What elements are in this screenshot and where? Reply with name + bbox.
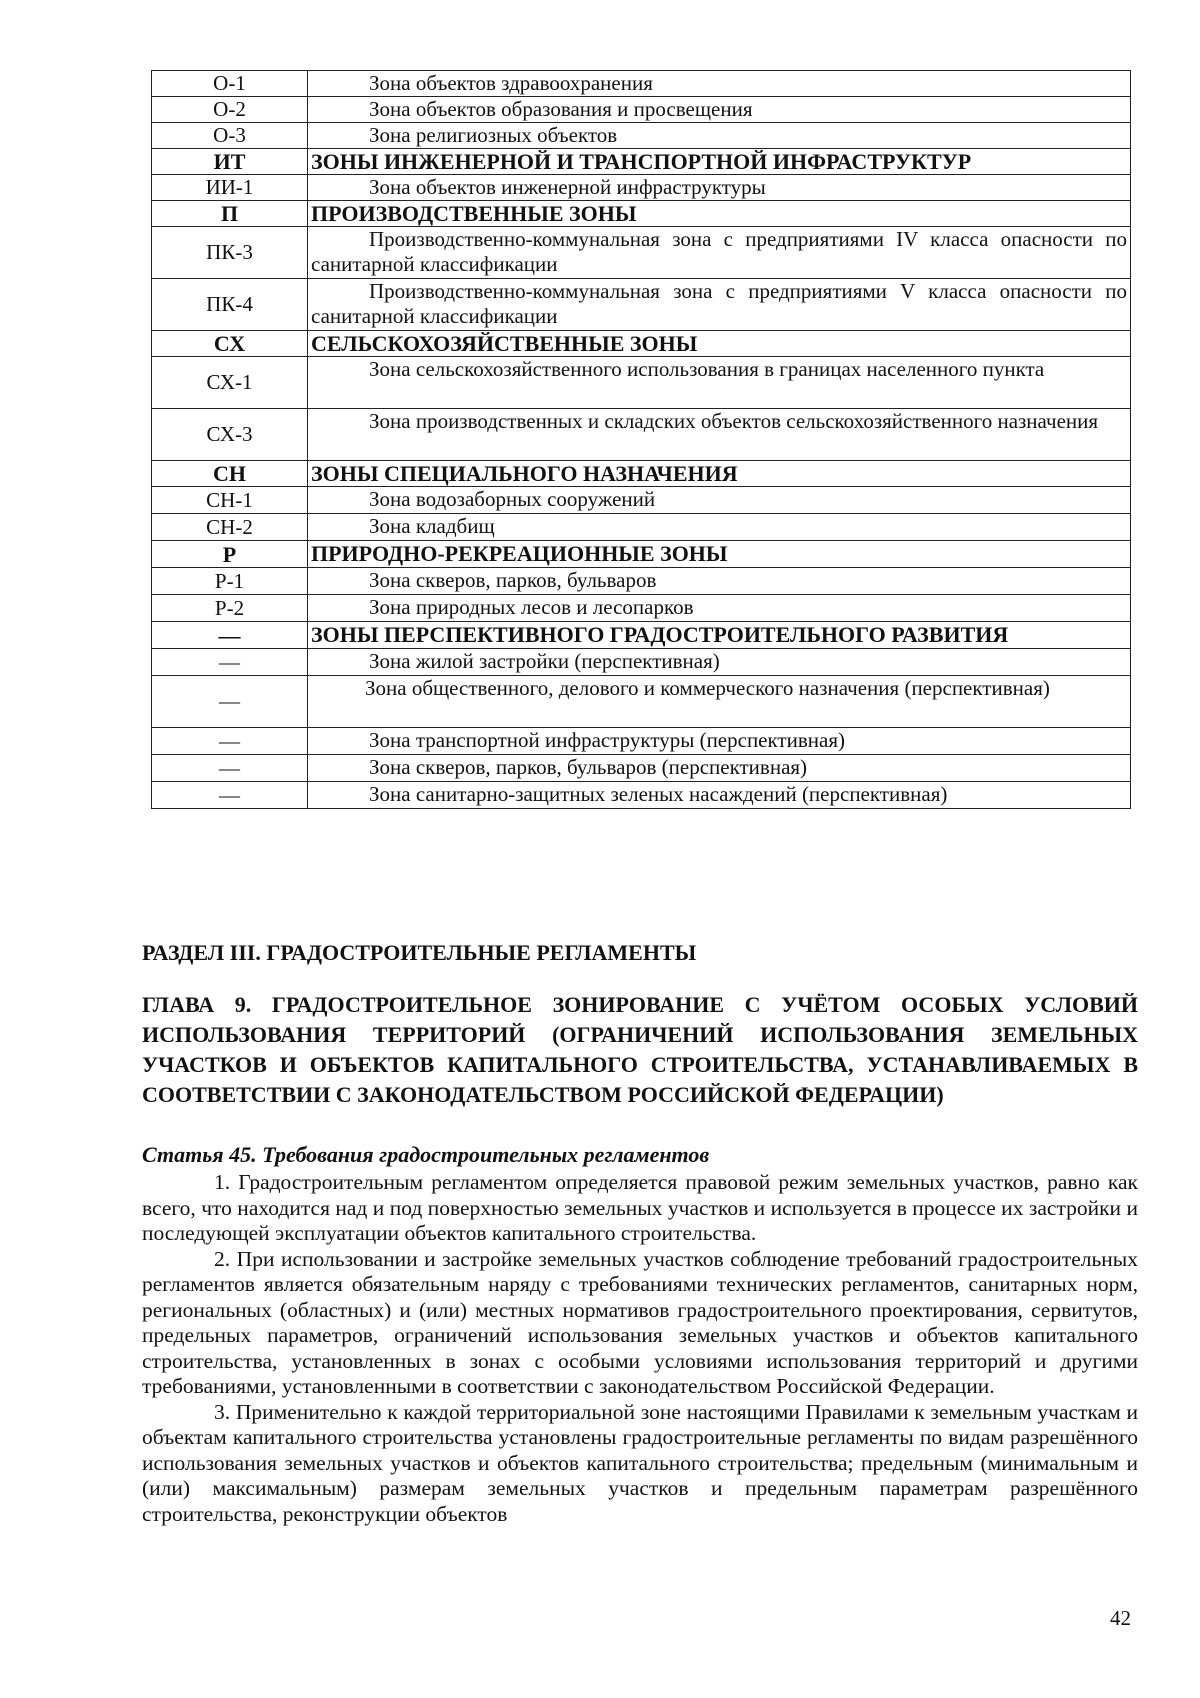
zone-code: Р-2 (152, 595, 308, 622)
zone-name-text: Зона скверов, парков, бульваров (перспективная) (369, 755, 808, 779)
zone-name: ЗОНЫ СПЕЦИАЛЬНОГО НАЗНАЧЕНИЯ (308, 461, 1131, 487)
table-row (152, 782, 1131, 809)
zone-name-text: Производственно-коммунальная зона с предприятиями IV класса опасности по санитарной классификации (311, 227, 1127, 276)
zone-name (308, 357, 1131, 409)
zones-table (151, 70, 1131, 809)
table-row (152, 755, 1131, 782)
zone-name-text: Зона природных лесов и лесопарков (369, 595, 694, 619)
zone-code: СН-2 (152, 514, 308, 541)
table-row (152, 279, 1131, 331)
table-row (152, 568, 1131, 595)
table-row (152, 409, 1131, 461)
zone-name (308, 514, 1131, 541)
table-row (152, 123, 1131, 149)
zone-name (308, 175, 1131, 201)
zone-name-text: Зона кладбищ (369, 514, 495, 538)
zone-name (308, 279, 1131, 331)
zone-code: П (152, 201, 308, 227)
zone-name-text: Зона санитарно-защитных зеленых насаждений (перспективная) (369, 782, 948, 806)
zone-name-text: Зона объектов инженерной инфраструктуры (369, 175, 766, 199)
table-row (152, 357, 1131, 409)
zone-code: О-3 (152, 123, 308, 149)
zone-code: О-1 (152, 71, 308, 97)
article-body (142, 1170, 1138, 1527)
table-row (152, 595, 1131, 622)
table-row (152, 97, 1131, 123)
table-group-row (152, 541, 1131, 568)
zone-name-text: Зона религиозных объектов (369, 123, 618, 147)
zone-name (308, 649, 1131, 676)
zone-name: ПРОИЗВОДСТВЕННЫЕ ЗОНЫ (308, 201, 1131, 227)
paragraph-1: 1. Градостроительным регламентом определяется правовой режим земельных участков, равно как всего, что находится над и под поверхностью земельных участков и используется в процессе их застройки и последующей эксплуатации объектов капитального строительства. (142, 1170, 1138, 1245)
zone-name-text: Зона водозаборных сооружений (369, 487, 656, 511)
table-row (152, 71, 1131, 97)
zone-name: ПРИРОДНО-РЕКРЕАЦИОННЫЕ ЗОНЫ (308, 541, 1131, 568)
section-heading: РАЗДЕЛ III. ГРАДОСТРОИТЕЛЬНЫЕ РЕГЛАМЕНТЫ (142, 940, 697, 965)
zone-name (308, 123, 1131, 149)
zone-code: — (152, 676, 308, 728)
zone-name-text: Зона скверов, парков, бульваров (369, 568, 657, 592)
zone-code: Р-1 (152, 568, 308, 595)
zone-code: СН (152, 461, 308, 487)
table-row (152, 728, 1131, 755)
zone-name-text: Зона объектов образования и просвещения (369, 97, 753, 121)
zone-name (308, 227, 1131, 279)
zone-code: СХ-1 (152, 357, 308, 409)
zone-code: — (152, 782, 308, 809)
article-title: Статья 45. Требования градостроительных регламентов (142, 1142, 710, 1167)
zone-code: Р (152, 541, 308, 568)
zone-code: — (152, 622, 308, 649)
zone-name (308, 755, 1131, 782)
table-group-row (152, 622, 1131, 649)
zone-code: О-2 (152, 97, 308, 123)
table-group-row (152, 149, 1131, 175)
zone-code: ПК-4 (152, 279, 308, 331)
zone-name (308, 487, 1131, 514)
zone-name (308, 97, 1131, 123)
chapter-heading: ГЛАВА 9. ГРАДОСТРОИТЕЛЬНОЕ ЗОНИРОВАНИЕ С УЧЁТОМ ОСОБЫХ УСЛОВИЙ ИСПОЛЬЗОВАНИЯ ТЕРРИТОРИЙ (ОГРАНИЧЕНИЙ ИСПОЛЬЗОВАНИЯ ЗЕМЕЛЬНЫХ УЧАСТКОВ И ОБЪЕКТОВ КАПИТАЛЬНОГО СТРОИТЕЛЬСТВА, УСТАНАВЛИВАЕМЫХ В СООТВЕТСТВИИ С ЗАКОНОДАТЕЛЬСТВОМ РОССИЙСКОЙ ФЕДЕРАЦИИ) (142, 992, 1138, 1107)
zone-name (308, 782, 1131, 809)
table-group-row (152, 201, 1131, 227)
table-row (152, 514, 1131, 541)
zone-name (308, 728, 1131, 755)
table-group-row (152, 331, 1131, 357)
zone-name-text: Зона производственных и складских объектов сельскохозяйственного назначения (369, 409, 1099, 433)
zone-name (308, 568, 1131, 595)
page-number: 42 (1110, 1606, 1131, 1630)
zone-name: ЗОНЫ ИНЖЕНЕРНОЙ И ТРАНСПОРТНОЙ ИНФРАСТРУКТУР (308, 149, 1131, 175)
paragraph-2: 2. При использовании и застройке земельных участков соблюдение требований градостроительных регламентов является обязательным наряду с требованиями технических регламентов, санитарных норм, региональных (областных) и (или) местных нормативов градостроительного проектирования, сервитутов, предельных параметров, ограничений использования земельных участков и объектов капитального строительства, установленных в зонах с особыми условиями использования территорий и другими требованиями, установленными в соответствии с законодательством Российской Федерации. (142, 1246, 1138, 1398)
table-row (152, 649, 1131, 676)
table-row (152, 227, 1131, 279)
zone-name (308, 71, 1131, 97)
table-row (152, 487, 1131, 514)
zone-name (308, 409, 1131, 461)
zone-name: ЗОНЫ ПЕРСПЕКТИВНОГО ГРАДОСТРОИТЕЛЬНОГО РАЗВИТИЯ (308, 622, 1131, 649)
zone-code: — (152, 755, 308, 782)
paragraph-3: 3. Применительно к каждой территориальной зоне настоящими Правилами к земельным участкам и объектам капитального строительства установлены градостроительные регламенты по видам разрешённого использования земельных участков и объектов капитального строительства; предельным (минимальным и (или) максимальным) размерам земельных участков и предельным параметрам разрешённого строительства, реконструкции объектов (142, 1399, 1138, 1526)
zone-name-text: Зона транспортной инфраструктуры (перспективная) (369, 728, 845, 752)
zone-name-text: Зона сельскохозяйственного использования в границах населенного пункта (369, 357, 1045, 381)
zone-name: Зона общественного, делового и коммерческого назначения (перспективная) (308, 676, 1131, 728)
zone-code: СН-1 (152, 487, 308, 514)
table-group-row (152, 461, 1131, 487)
table-row (152, 175, 1131, 201)
zone-code: ИТ (152, 149, 308, 175)
zone-code: ПК-3 (152, 227, 308, 279)
zone-name-text: Производственно-коммунальная зона с предприятиями V класса опасности по санитарной классификации (311, 279, 1127, 328)
table-row (152, 676, 1131, 728)
zone-code: СХ (152, 331, 308, 357)
zone-code: — (152, 728, 308, 755)
zone-name: СЕЛЬСКОХОЗЯЙСТВЕННЫЕ ЗОНЫ (308, 331, 1131, 357)
zone-code: — (152, 649, 308, 676)
zone-name (308, 595, 1131, 622)
zone-name-text: Зона объектов здравоохранения (369, 71, 653, 95)
zone-code: СХ-3 (152, 409, 308, 461)
zone-code: ИИ-1 (152, 175, 308, 201)
zone-name-text: Зона жилой застройки (перспективная) (369, 649, 720, 673)
